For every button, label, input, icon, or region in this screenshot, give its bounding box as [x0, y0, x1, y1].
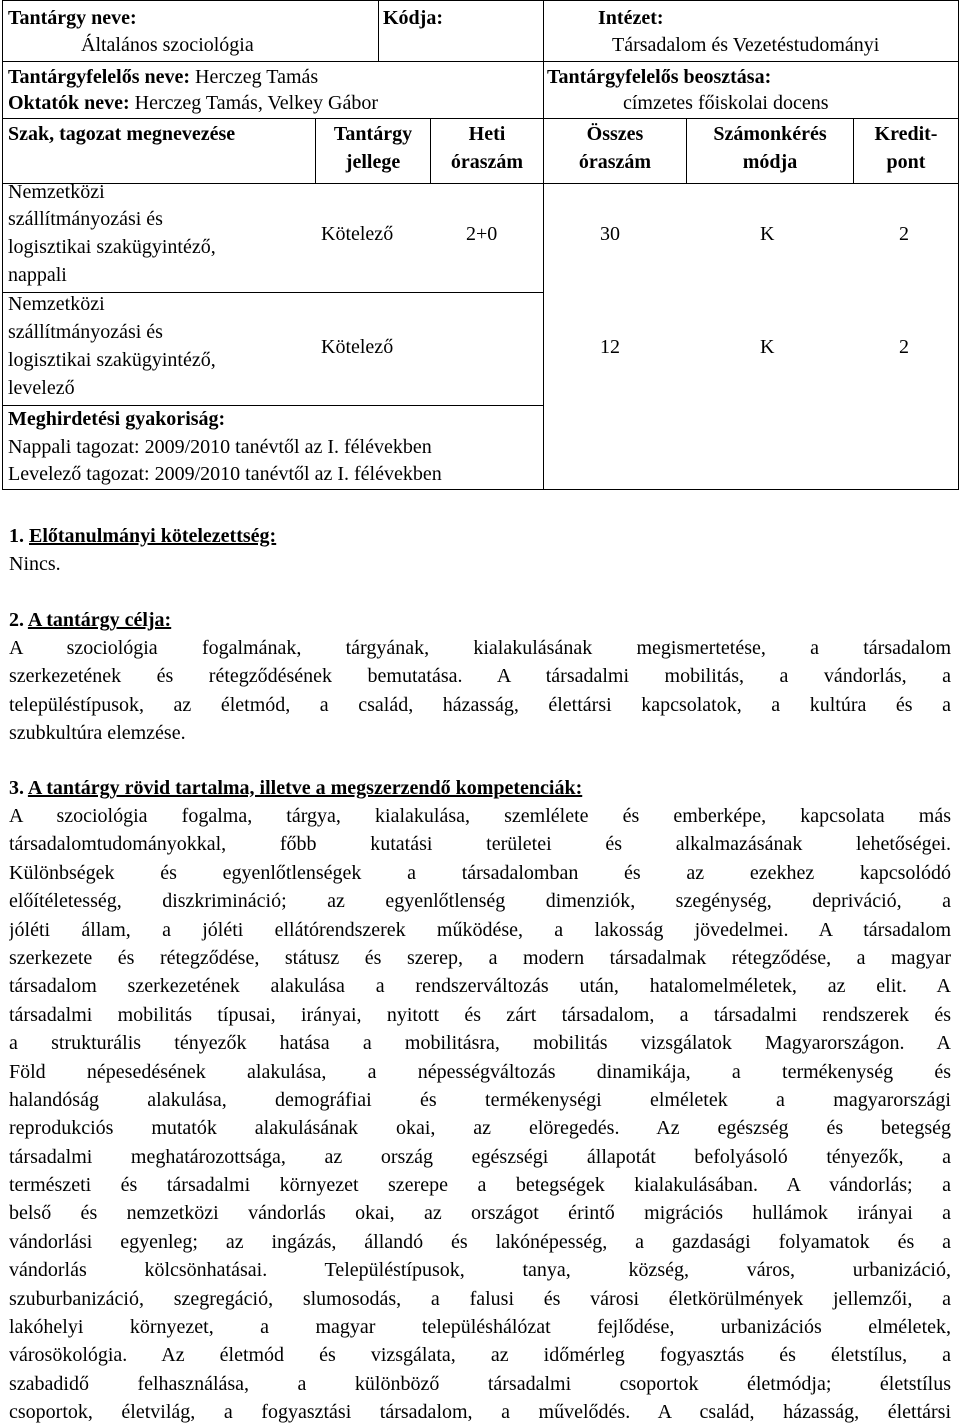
section-number: 1. [9, 525, 24, 547]
paragraph-line: társadalom szerkezetének alakulása a rendszerváltozás után, hatalomelméletek, az elit. A [9, 975, 951, 998]
paragraph-line: természeti és társadalmi környezet szerepe a betegségek kialakulásában. A vándorlás; a [9, 1174, 951, 1197]
paragraph-line: Különbségek és egyenlőtlenségek a társadalomban és az ezekhez kapcsolódó [9, 861, 951, 884]
exam-type-cell: K [760, 223, 775, 245]
frequency-correspondence: Levelező tagozat: 2009/2010 tanévtől az I. félévekben [8, 463, 442, 485]
instructors-names: Herczeg Tamás, Velkey Gábor [134, 92, 378, 114]
col-type-header-2: jellege [345, 151, 401, 173]
section-number: 2. [9, 609, 24, 631]
paragraph-line: szabadidő felhasználása, a különböző társadalmi csoportok életmódja; életstílus [9, 1372, 951, 1395]
paragraph-line: lakóhelyi környezet, a magyar településhálózat fejlődése, urbanizációs elméletek, [9, 1316, 951, 1339]
course-name-label: Tantárgy neve: [8, 7, 137, 29]
paragraph-line: szuburbanizáció, szegregáció, slumosodás, a falusi és városi életkörülmények jellemzői, a [9, 1287, 951, 1310]
course-name: Általános szociológia [81, 34, 254, 56]
total-hours-cell: 30 [600, 223, 620, 245]
col-total-header-1: Összes [586, 123, 644, 145]
weekly-hours-cell: 2+0 [466, 223, 498, 245]
section-heading [9, 522, 951, 550]
position-value: címzetes főiskolai docens [623, 92, 829, 114]
col-exam-header-1: Számonkérés [713, 123, 827, 145]
paragraph-line: halandóság alakulása, demográfiai és termékenységi elméletek a magyarországi [9, 1088, 951, 1111]
col-total-header-2: óraszám [578, 151, 652, 173]
col-weekly-header-1: Heti [468, 123, 506, 145]
col-type-header-1: Tantárgy [333, 123, 413, 145]
paragraph-line: vándorlási egyenleg; az ingázás, állandó és lakónépesség, a gazdasági folyamatok és a [9, 1230, 951, 1253]
paragraph-line: társadalmi mobilitás típusai, irányai, nyitott és zárt társadalom, a társadalmi rendszerek és [9, 1003, 951, 1026]
paragraph-line: vándorlás kölcsönhatásai. Településtípusok, tanya, község, város, urbanizáció, [9, 1259, 951, 1282]
col-exam-header-2: módja [742, 151, 798, 173]
paragraph-line: A szociológia fogalma, tárgya, kialakulása, szemlélete és emberképe, kapcsolata más [9, 805, 951, 827]
program-name-line: logisztikai szakügyintéző, [8, 236, 216, 258]
paragraph-line: városökológia. Az életmód és vizsgálata, az időmérleg fogyasztás és életstílus, a [9, 1344, 951, 1367]
paragraph-line: a strukturális tényezők hatása a mobilitásra, mobilitás vizsgálatok Magyarországon. A [9, 1032, 951, 1055]
institute-name: Társadalom és Vezetéstudományi [612, 34, 880, 56]
paragraph-line: szubkultúra elemzése. [9, 722, 186, 745]
section-content [9, 774, 951, 1427]
frequency-day: Nappali tagozat: 2009/2010 tanévtől az I. félévekben [8, 436, 432, 458]
instructors-row [8, 92, 378, 115]
program-name-line: szállítmányozási és [8, 321, 163, 343]
position-label: Tantárgyfelelős beosztása: [547, 66, 772, 88]
course-type-cell: Kötelező [321, 223, 394, 245]
total-hours-cell: 12 [600, 336, 620, 358]
col-credit-header-1: Kredit- [874, 123, 938, 145]
section-title: A tantárgy célja: [27, 609, 172, 631]
credit-cell: 2 [899, 223, 909, 245]
paragraph-line: társadalomtudományokkal, főbb kutatási területei és alkalmazásának lehetőségei. [9, 833, 951, 856]
paragraph-line: reprodukciós mutatók alakulásának okai, az elöregedés. Az egészség és betegség [9, 1117, 951, 1140]
instructors-label: Oktatók neve: [8, 92, 130, 114]
paragraph-line: jóléti állam, a jóléti ellátórendszerek működése, a lakosság jövedelmei. A társadalom [9, 918, 951, 941]
course-code-label: Kódja: [383, 7, 443, 29]
paragraph-line: szerkezete és rétegződése, státusz és szerep, a modern társadalmak rétegződése, a magyar [9, 946, 951, 969]
course-type-cell: Kötelező [321, 336, 394, 358]
program-name-line: logisztikai szakügyintéző, [8, 349, 216, 371]
section-prerequisites [9, 522, 951, 578]
paragraph-line: előítéletesség, diszkrimináció; az egyenlőtlenség dimenziók, szegénység, depriváció, a [9, 890, 951, 913]
section-goal [9, 606, 951, 748]
program-name-line: szállítmányozási és [8, 208, 163, 230]
program-name-line: levelező [8, 377, 75, 399]
responsible-label: Tantárgyfelelős neve: [8, 66, 191, 88]
program-name-line: Nemzetközi [8, 181, 105, 203]
col-credit-header-2: pont [886, 151, 926, 173]
paragraph-line: Föld népesedésének alakulása, a népességváltozás dinamikája, a termékenység és [9, 1060, 951, 1083]
responsible-row [8, 66, 318, 89]
section-title: Előtanulmányi kötelezettség: [29, 525, 277, 547]
paragraph-line: társadalmi meghatározottsága, az ország egészségi állapotát befolyásoló tényezők, a [9, 1145, 951, 1168]
paragraph-line: belső és nemzetközi vándorlás okai, az országot érintő migrációs hullámok irányai a [9, 1202, 951, 1225]
program-name-line: Nemzetközi [8, 293, 105, 315]
exam-type-cell: K [760, 336, 775, 358]
paragraph-line: szerkezetének és rétegződésének bemutatása. A társadalmi mobilitás, a vándorlás, a [9, 665, 951, 688]
paragraph-line: csoportok, életvilág, a fogyasztási társadalom, a művelődés. A család, házasság, élettársi [9, 1401, 951, 1424]
paragraph-line: településtípusok, az életmód, a család, házasság, élettársi kapcsolatok, a kultúra és a [9, 693, 951, 716]
frequency-label: Meghirdetési gyakoriság: [8, 408, 226, 430]
section-heading [9, 774, 951, 802]
col-weekly-header-2: óraszám [450, 151, 524, 173]
responsible-name: Herczeg Tamás [195, 66, 319, 88]
section-number: 3. [9, 777, 24, 799]
credit-cell: 2 [899, 336, 909, 358]
paragraph-line: A szociológia fogalmának, tárgyának, kialakulásának megismertetése, a társadalom [9, 637, 951, 659]
program-name-line: nappali [8, 264, 67, 286]
section-text: Nincs. [9, 553, 61, 575]
section-title: A tantárgy rövid tartalma, illetve a megszerzendő kompetenciák: [27, 777, 583, 799]
section-heading [9, 606, 951, 634]
institute-label: Intézet: [598, 7, 664, 29]
col-program-header: Szak, tagozat megnevezése [8, 123, 236, 145]
